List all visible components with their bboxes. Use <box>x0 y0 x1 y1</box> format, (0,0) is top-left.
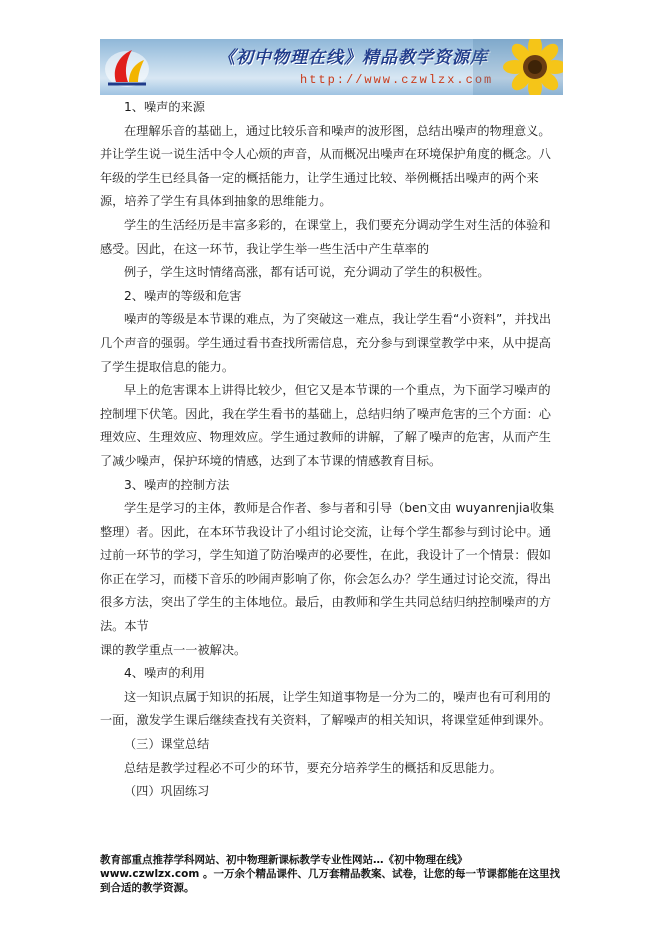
paragraph: 早上的危害课本上讲得比较少，但它又是本节课的一个重点，为下面学习噪声的控制埋下伏笔。因此，我在学生看书的基础上，总结归纳了噪声危害的三个方面：心理效应、生理效应、物理效应。学生通过教师的讲解，了解了噪声的危害，从而产生了减少噪声，保护环境的情感，达到了本节课的情感教育目标。 <box>100 383 551 468</box>
banner-title: 《初中物理在线》精品教学资源库 <box>218 48 488 68</box>
paragraph: 4、噪声的利用 <box>124 666 205 681</box>
paragraph: 学生的生活经历是丰富多彩的，在课堂上，我们要充分调动学生对生活的体验和感受。因此，在这一环节，我让学生举一些生活中产生草率的 <box>100 217 551 256</box>
site-banner <box>100 39 563 95</box>
page-footer: 教育部重点推荐学科网站、初中物理新课标教学专业性网站…《初中物理在线》www.czwlzx.com 。一万余个精品课件、几万套精品教案、试卷，让您的每一节课都能在这里找到合适的教学资源。 <box>100 854 560 894</box>
paragraph: 噪声的等级是本节课的难点，为了突破这一难点，我让学生看“小资料”，并找出几个声音的强弱。学生通过看书查找所需信息，充分参与到课堂教学中来，从中提高了学生提取信息的能力。 <box>100 312 552 374</box>
paragraph: 总结是教学过程必不可少的环节，要充分培养学生的概括和反思能力。 <box>124 760 502 775</box>
paragraph: 这一知识点属于知识的拓展，让学生知道事物是一分为二的，噪声也有可利用的一面，激发学生课后继续查找有关资料，了解噪声的相关知识，将课堂延伸到课外。 <box>100 689 551 728</box>
site-logo-icon <box>102 42 152 92</box>
paragraph: 1、噪声的来源 <box>124 100 205 114</box>
paragraph: 课的教学重点一一被解决。 <box>100 642 247 657</box>
paragraph: 在理解乐音的基础上，通过比较乐音和噪声的波形图，总结出噪声的物理意义。并让学生说一说生活中令人心烦的声音，从而概况出噪声在环境保护角度的概念。八年级的学生已经具备一定的概括能力，让学生通过比较、举例概括出噪声的两个来源，培养了学生有具体到抽象的思维能力。 <box>100 123 551 209</box>
paragraph: 3、噪声的控制方法 <box>124 477 230 492</box>
banner-url[interactable]: http://www.czwlzx.com <box>300 73 494 87</box>
paragraph: 例子，学生这时情绪高涨，都有话可说，充分调动了学生的积极性。 <box>124 265 490 280</box>
paragraph: 2、噪声的等级和危害 <box>124 288 242 303</box>
paragraph: （三）课堂总结 <box>124 737 210 752</box>
article-body <box>100 96 562 804</box>
sunflower-icon <box>473 39 563 95</box>
paragraph: （四）巩固练习 <box>124 784 210 799</box>
paragraph: 学生是学习的主体，教师是合作者、参与者和引导（ben文由 wuyanrenjia收集整理）者。因此，在本环节我设计了小组讨论交流，让每个学生都参与到讨论中。通过前一环节的学习，学生知道了防治噪声的必要性，在此，我设计了一个情景：假如你正在学习，而楼下音乐的吵闹声影响了你，你会怎么办？学生通过讨论交流，得出很多方法，突出了学生的主体地位。最后，由教师和学生共同总结归纳控制噪声的方法。本节 <box>100 501 555 634</box>
